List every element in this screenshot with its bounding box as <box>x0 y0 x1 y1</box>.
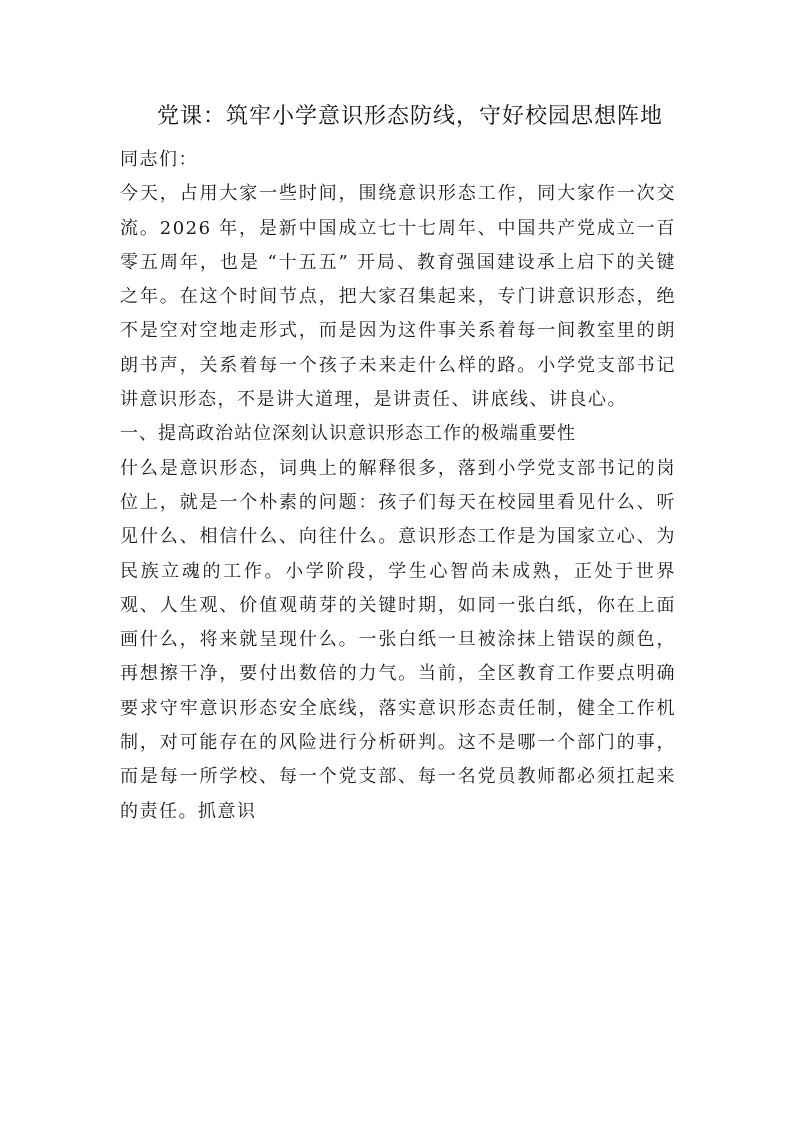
section-paragraph: 什么是意识形态，词典上的解释很多，落到小学党支部书记的岗位上，就是一个朴素的问题：孩子们每天在校园里看见什么、听见什么、相信什么、向往什么。意识形态工作是为国家立心、为民族立魂的工作。小学阶段，学生心智尚未成熟，正处于世界观、人生观、价值观萌芽的关键时期，如同一张白纸，你在上面画什么，将来就呈现什么。一张白纸一旦被涂抹上错误的颜色，再想擦干净，要付出数倍的力气。当前，全区教育工作要点明确要求守牢意识形态安全底线，落实意识形态责任制，健全工作机制，对可能存在的风险进行分析研判。这不是哪一个部门的事，而是每一所学校、每一个党支部、每一名党员教师都必须扛起来的责任。抓意识 <box>120 457 676 822</box>
intro-paragraph: 今天，占用大家一些时间，围绕意识形态工作，同大家作一次交流。2026 年，是新中国成立七十七周年、中国共产党成立一百零五周年，也是 “十五五” 开局、教育强国建设承上启下的关键之年。在这个时间节点，把大家召集起来，专门讲意识形态，绝不是空对空地走形式，而是因为这件事关系着每一间教室里的朗朗书声，关系着每一个孩子未来走什么样的路。小学党支部书记讲意识形态，不是讲大道理，是讲责任、讲底线、讲良心。 <box>120 183 676 411</box>
salutation: 同志们： <box>120 149 198 170</box>
document-title: 党课：筑牢小学意识形态防线，守好校园思想阵地 <box>156 104 663 129</box>
document-body <box>120 143 676 829</box>
section-heading: 一、提高政治站位深刻认识意识形态工作的极端重要性 <box>120 423 576 445</box>
